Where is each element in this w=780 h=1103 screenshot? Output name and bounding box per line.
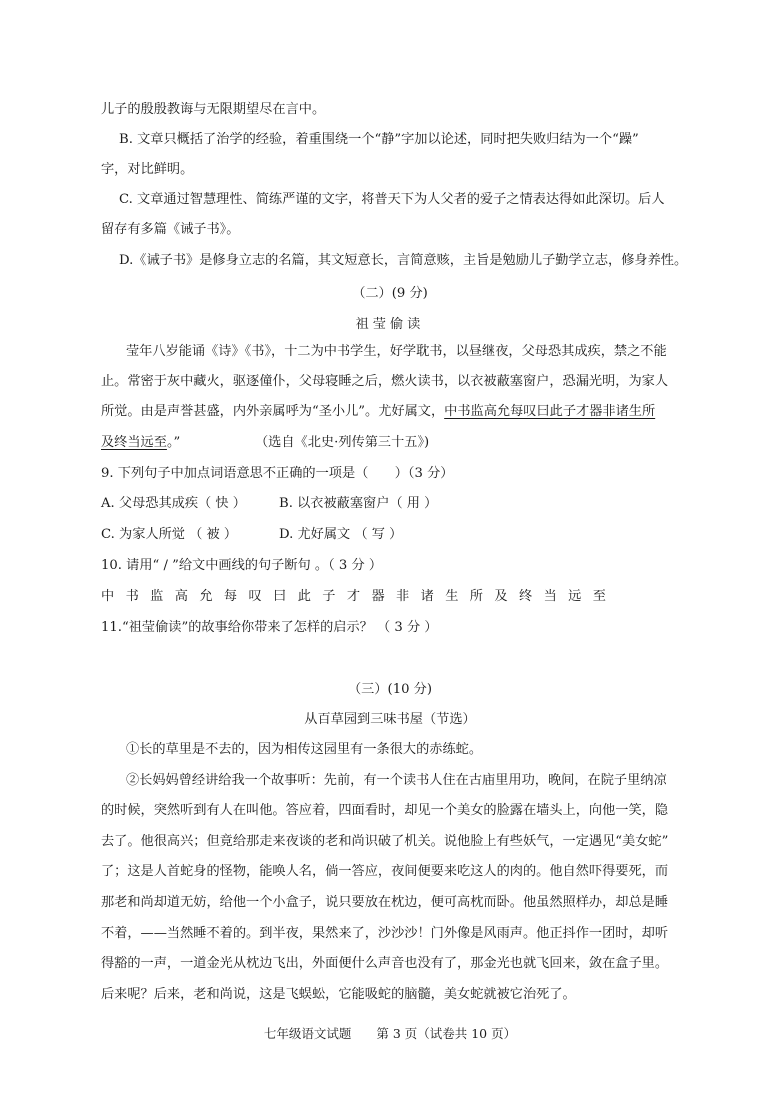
q8-option-d: D.《诫子书》是修身立志的名篇，其文短意长，言简意赅，主旨是勉励儿子勤学立志，修身养性。 [119, 253, 688, 268]
section3-heading: （三）(10 分) [347, 682, 432, 697]
section2-p4-plain: 。” [166, 435, 181, 450]
q11-question: 11.“祖莹偷读”的故事给你带来了怎样的启示？ （ 3 分 ） [101, 620, 438, 635]
section2-source: （选自《北史·列传第三十五》) [255, 435, 430, 450]
section3-paragraph1: ①长的草里是不去的，因为相传这园里有一条很大的赤练蛇。 [126, 742, 483, 757]
section3-paragraph2-line3: 去了。他很高兴；但竟给那走来夜谈的老和尚识破了机关。说他脸上有些妖气，一定遇见“美女蛇” [101, 834, 669, 849]
q9-option-d: D. 尤好属文 （ 写 ） [279, 527, 403, 542]
section3-title: 从百草园到三味书屋（节选） [304, 712, 476, 727]
section2-heading: （二）(9 分) [352, 286, 428, 301]
q10-sentence: 中书监高允每叹曰此子才器非诸生所及终当远至 [101, 589, 618, 604]
section2-paragraph-line2: 止。常密于灰中藏火，驱逐僮仆，父母寝睡之后，燃火读书，以衣被蔽塞窗户，恐漏光明，为家人 [101, 374, 669, 389]
section2-underlined-sentence-part2: 及终当远至 [101, 435, 167, 450]
section3-paragraph2-line8: 后来呢？后来，老和尚说，这是飞蜈蚣，它能吸蛇的脑髓，美女蛇就被它治死了。 [101, 987, 576, 1002]
q8-option-b-line2: 字，对比鲜明。 [101, 162, 194, 177]
section3-paragraph2-line4: 了；这是人首蛇身的怪物，能唤人名，倘一答应，夜间便要来吃这人的肉的。他自然吓得要死，而 [101, 864, 669, 879]
section2-paragraph-line1: 莹年八岁能诵《诗》《书》，十二为中书学生，好学耽书，以昼继夜，父母恐其成疾，禁之不能 [126, 344, 667, 359]
q9-option-c: C. 为家人所觉 （ 被 ） [101, 527, 238, 542]
q8-option-c-line2: 留存有多篇《诫子书》。 [101, 222, 240, 237]
q9-option-b: B. 以衣被蔽塞窗户（ 用 ） [279, 496, 438, 511]
section3-paragraph2-line2: 的时候，突然听到有人在叫他。答应着，四面看时，却见一个美女的脸露在墙头上，向他一笑，隐 [101, 803, 669, 818]
q8-option-c-line1: C. 文章通过智慧理性、简练严谨的文字，将普天下为人父者的爱子之情表达得如此深切。后人 [119, 192, 665, 207]
q9-option-a: A. 父母恐其成疾（ 快 ） [101, 496, 246, 511]
section2-title: 祖莹偷读 [355, 317, 425, 332]
q8-option-a-tail: 儿子的殷殷教诲与无限期望尽在言中。 [101, 102, 326, 117]
q10-question: 10. 请用“ / ”给文中画线的句子断句 。（ 3 分 ） [101, 558, 383, 573]
q8-option-b-line1: B. 文章只概括了治学的经验，着重围绕一个“静”字加以论述，同时把失败归结为一个“躁” [119, 132, 639, 147]
page-footer: 七年级语文试题 第 3 页（试卷共 10 页） [263, 1026, 517, 1041]
section3-paragraph2-line6: 不着，——当然睡不着的。到半夜，果然来了，沙沙沙！门外像是风雨声。他正抖作一团时，却听 [101, 926, 669, 941]
section3-paragraph2-line1: ②长妈妈曾经讲给我一个故事听：先前，有一个读书人住在古庙里用功，晚间，在院子里纳凉 [126, 773, 667, 788]
section2-paragraph-line3 [101, 402, 655, 422]
q9-question: 9. 下列句子中加点词语意思不正确的一项是（ ）（3 分） [101, 466, 454, 481]
section3-paragraph2-line7: 得豁的一声，一道金光从枕边飞出，外面便什么声音也没有了，那金光也就飞回来，敛在盒子里。 [101, 956, 669, 971]
section2-underlined-sentence-part1: 中书监高允每叹曰此子才器非诸生所 [444, 404, 656, 419]
section2-paragraph-line4 [101, 433, 180, 453]
section2-p3-plain: 所觉。由是声誉甚盛，内外亲属呼为“圣小儿”。尤好属文， [101, 404, 445, 419]
section3-paragraph2-line5: 那老和尚却道无妨，给他一个小盒子，说只要放在枕边，便可高枕而卧。他虽然照样办，却总是睡 [101, 895, 669, 910]
